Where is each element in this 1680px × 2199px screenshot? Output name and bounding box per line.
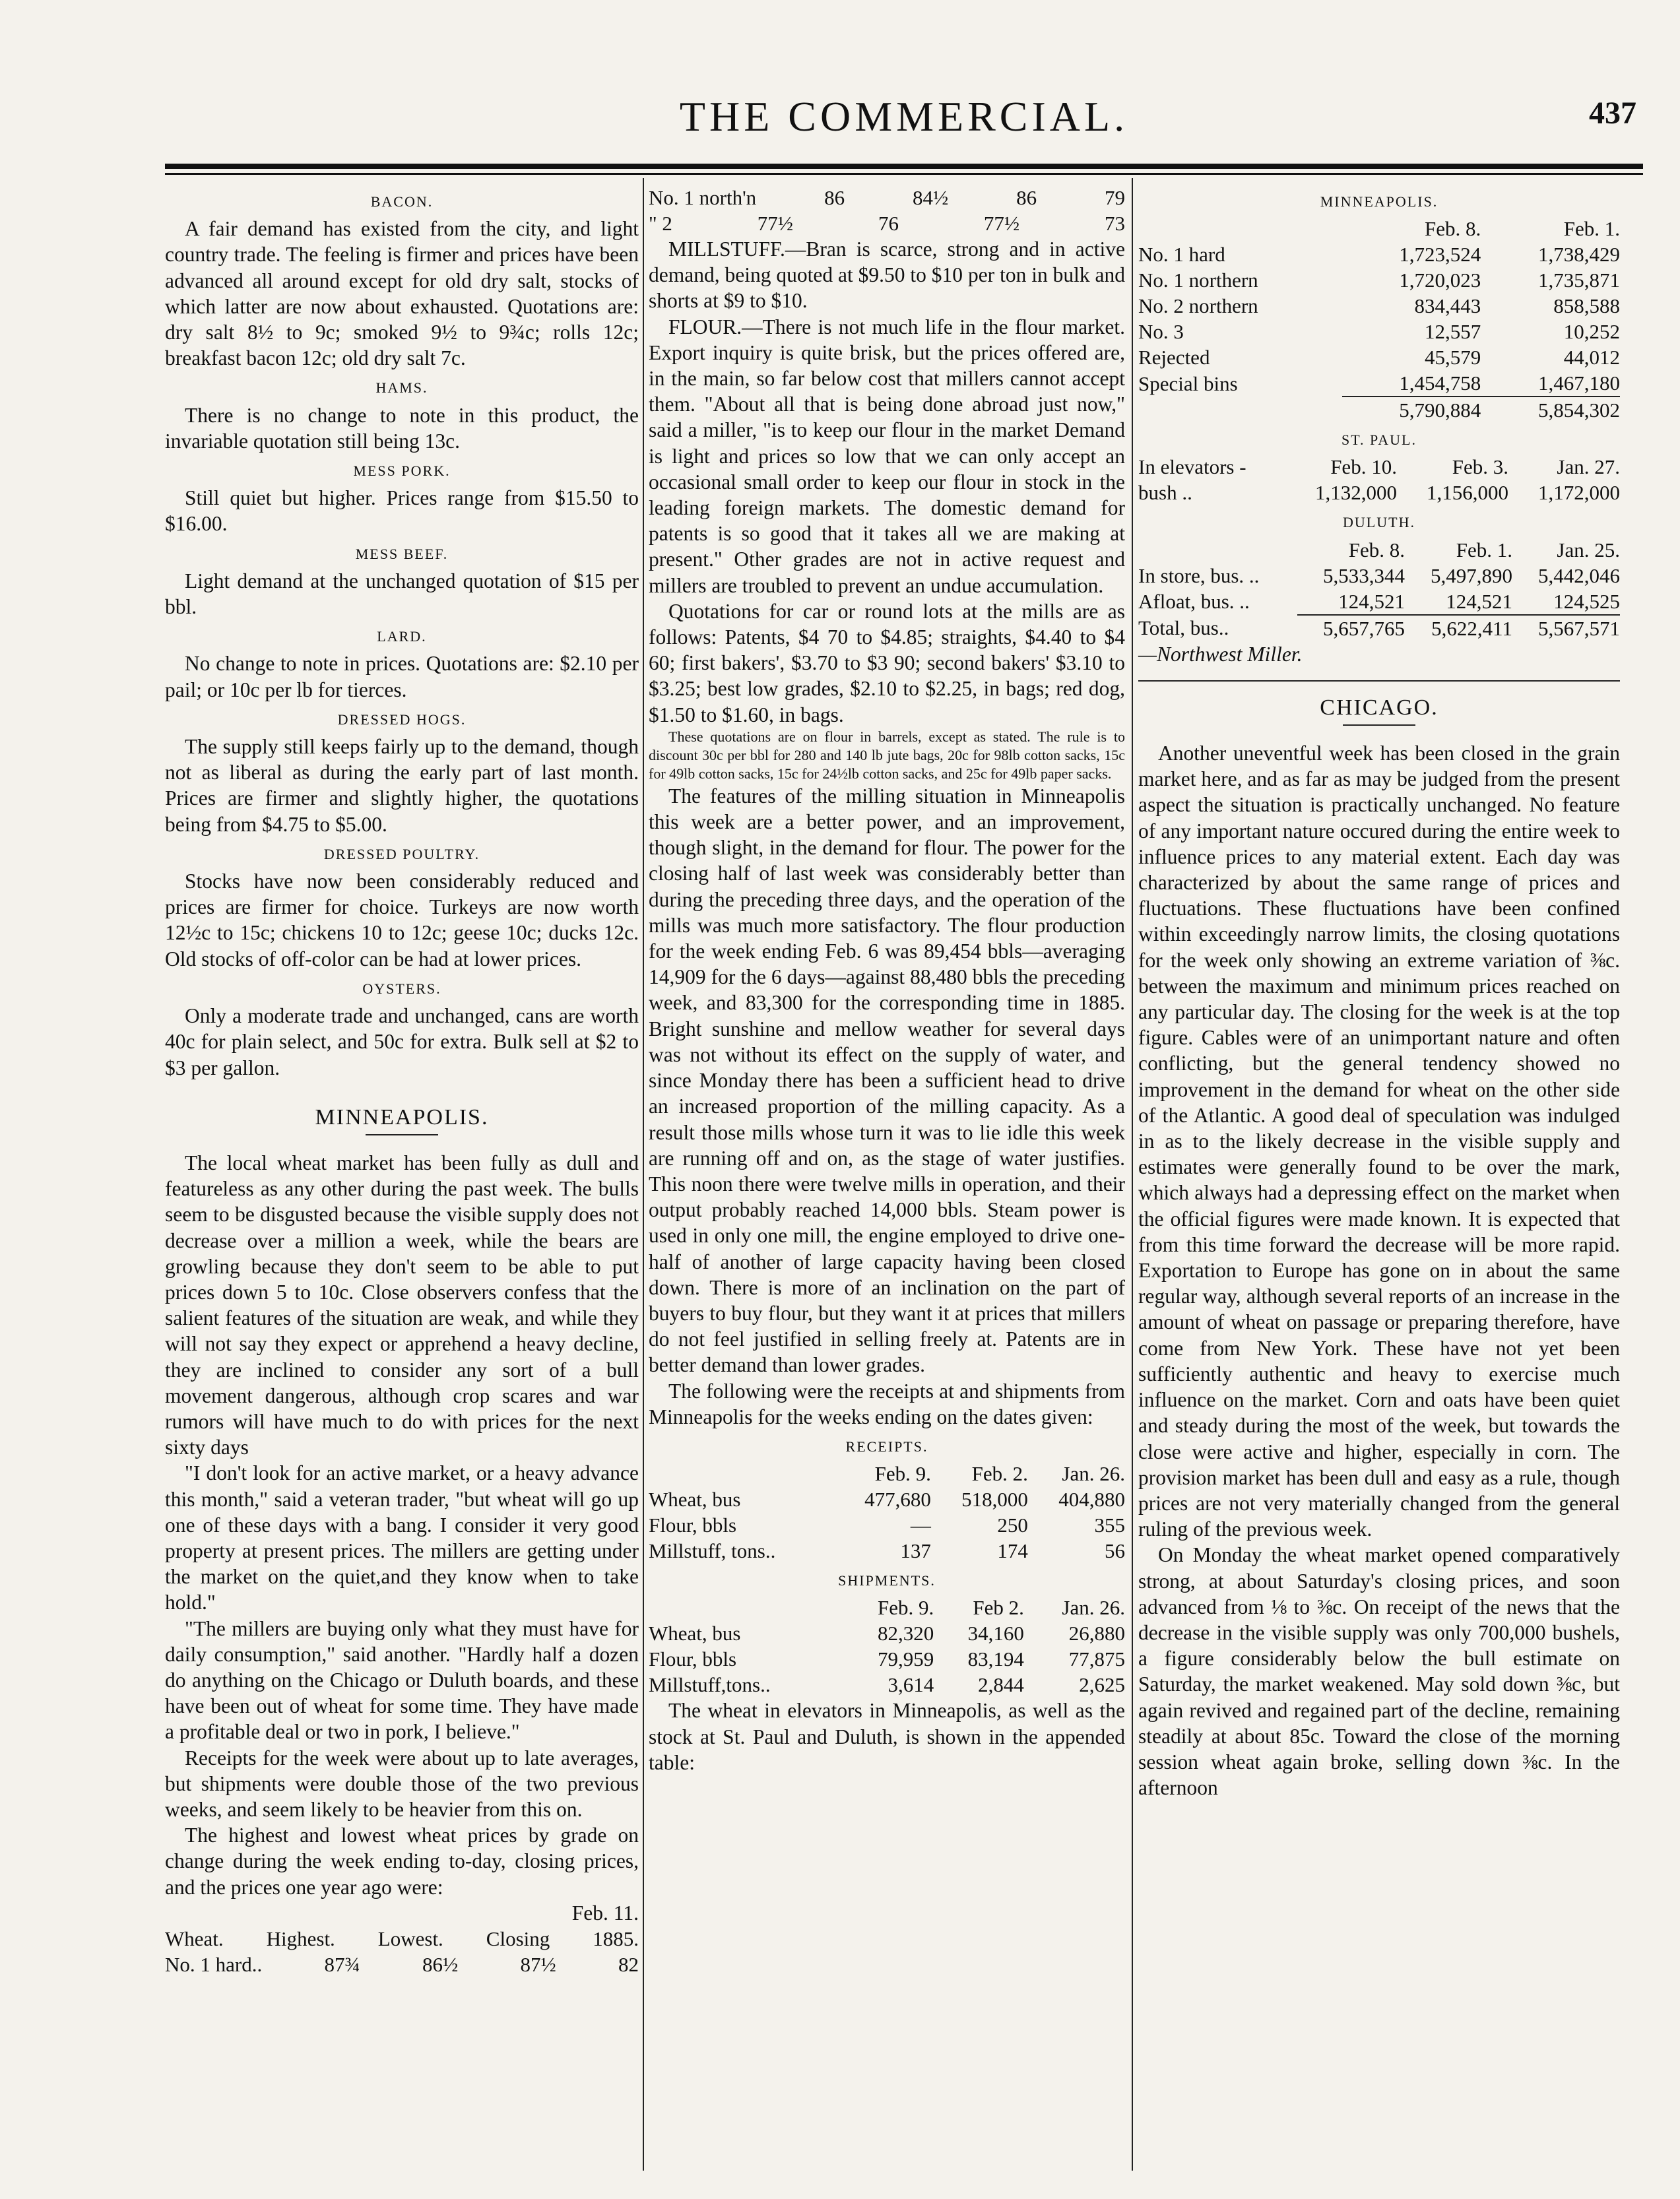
table-title: ST. PAUL. [1341, 431, 1417, 449]
table-row [649, 1620, 1125, 1646]
table-cell: 1,172,000 [1538, 481, 1620, 505]
table-cell: 858,588 [1553, 294, 1620, 318]
table-header-cell: Feb. 8. [1425, 217, 1481, 241]
table-cell: 76 [878, 212, 899, 235]
column-3 [1138, 185, 1620, 1801]
table-cell: 86 [824, 186, 845, 209]
duluth-table [1138, 537, 1620, 641]
table-row [649, 210, 1125, 236]
section-heading: MESS PORK. [353, 462, 451, 480]
table-cell: 5,854,302 [1538, 398, 1620, 422]
table-cell: 1,467,180 [1481, 370, 1620, 397]
table-cell: 77½ [983, 212, 1020, 235]
article-paragraph: The wheat in elevators in Minneapolis, as well as the stock at St. Paul and Duluth, is shown in the appended table: [649, 1699, 1125, 1774]
table-header-cell: Feb. 8. [1348, 538, 1405, 561]
article-paragraph: The features of the milling situation in Minneapolis this week are a better power, and an improvement, though slight, in the demand for flour. The power for the closing half of last week was considerably better than during the preceding three days, and the operation of the mills was much more satisfactory. The flour production for the week ending Feb. 6 was 89,454 bbls—averaging 14,909 for the 6 days—against 88,480 bbls the preceding week, and 83,300 for the corresponding time in 1885. Bright sunshine and mellow weather for several days was not without its effect on the supply of water, and since Monday there has been a sufficient head to drive an increased proportion of the milling capacity. As a result those mills whose turn it was to lie idle this week are running off and on, as the stage of water justifies. This noon there were twelve mills in operation, and their output probably reached 14,000 bbls. Steam power is used in only one mill, the engine employed to drive one-half of another of large capacity having been closed down. There is more of an inclination on the part of buyers to buy flour, but they want it at prices that millers do not feel justified in selling freely at. Patents are in better demand than lower grades. [649, 784, 1125, 1377]
table-cell: 1,454,758 [1342, 370, 1481, 397]
table-header-cell: Jan. 27. [1557, 455, 1620, 479]
table-cell: 834,443 [1414, 294, 1481, 318]
table-cell: No. 2 northern [1138, 294, 1258, 318]
section-rule [366, 1134, 438, 1135]
table-header-cell: Feb. 1. [1456, 538, 1512, 561]
table-header-row [1138, 454, 1620, 480]
header-rule [165, 164, 1643, 169]
publication-title: THE COMMERCIAL. [679, 93, 1129, 140]
table-row [649, 1538, 1125, 1564]
table-row [1138, 589, 1620, 615]
table-cell: 56 [1105, 1539, 1125, 1563]
table-header-cell: 1885. [593, 1927, 639, 1950]
column-2 [649, 185, 1125, 1775]
article-paragraph: The highest and lowest wheat prices by grade on change during the week ending to-day, closing prices, and the prices one year ago were: [165, 1824, 639, 1899]
table-cell: 124,521 [1405, 589, 1512, 615]
table-row [1138, 370, 1620, 397]
table-cell: 5,567,571 [1538, 616, 1620, 640]
table-cell: 84½ [912, 186, 949, 209]
table-cell: 5,497,890 [1430, 563, 1512, 587]
table-row [1138, 293, 1620, 319]
table-cell: No. 1 hard.. [165, 1953, 263, 1976]
article-paragraph: The supply still keeps fairly up to the demand, though not as liberal as during the early part of last month. Prices are firmer and slightly higher, the quotations being from $4.75 to $5.00. [165, 735, 639, 836]
table-cell: Millstuff, tons.. [649, 1539, 776, 1563]
article-paragraph: No change to note in prices. Quotations are: $2.10 per pail; or 10c per lb for tierces. [165, 652, 639, 701]
section-heading: HAMS. [375, 379, 428, 397]
article-paragraph: There is no change to note in this product, the invariable quotation still being 13c. [165, 403, 639, 453]
table-row [649, 1512, 1125, 1538]
table-cell: 2,844 [978, 1673, 1024, 1697]
table-cell: 124,525 [1512, 589, 1620, 615]
table-cell: bush .. [1138, 481, 1192, 505]
section-heading: OYSTERS. [362, 980, 441, 997]
table-header-cell: Feb. 10. [1330, 455, 1397, 479]
table-cell: 250 [997, 1514, 1028, 1537]
table-cell: Afloat, bus. .. [1138, 590, 1250, 614]
table-cell: " 2 [649, 212, 672, 235]
table-cell: 26,880 [1068, 1622, 1125, 1645]
price-table-header [165, 1926, 639, 1952]
footnote: These quotations are on flour in barrels, except as stated. The rule is to discount 30c per bbl for 280 and 140 lb jute bags, 20c for 98lb cotton sacks, 15c for 49lb cotton sacks, 15c for 24½lb cotton sacks, and 25c for 49lb paper sacks. [649, 728, 1125, 782]
table-cell: 5,622,411 [1431, 616, 1512, 640]
table-cell: 87½ [520, 1953, 556, 1976]
table-header-cell: Feb 2. [973, 1596, 1024, 1620]
table-header-cell: Lowest. [377, 1927, 443, 1950]
table-header-cell: Jan. 25. [1557, 538, 1620, 561]
article-paragraph: Quotations for car or round lots at the mills are as follows: Patents, $4 70 to $4.85; straights, $4.40 to $4 60; first bakers', $3.70 to $3 90; second bakers' $3.10 to $3.25; best low grades, $2.10 to $2.25, in bags; red dog, $1.50 to $1.60, in bags. [649, 599, 1125, 726]
column-divider [643, 178, 644, 2171]
table-header-cell: Feb. 1. [1563, 217, 1620, 241]
table-cell: 5,790,884 [1399, 398, 1481, 422]
receipts-table [649, 1461, 1125, 1564]
price-table-date: Feb. 11. [571, 1901, 639, 1925]
table-title: DULUTH. [1343, 514, 1415, 531]
header-rule-thin [165, 173, 1643, 175]
table-cell: 45,579 [1425, 346, 1481, 369]
table-row [1138, 319, 1620, 344]
table-cell: 44,012 [1563, 346, 1620, 369]
table-row [649, 1486, 1125, 1512]
table-cell: 124,521 [1297, 589, 1405, 615]
table-header-cell: Closing [486, 1927, 550, 1950]
page-number: 437 [1589, 96, 1636, 131]
section-heading: BACON. [370, 193, 434, 210]
page-header [165, 92, 1643, 172]
section-heading: MESS BEEF. [355, 545, 449, 562]
section-title: CHICAGO. [1320, 695, 1438, 720]
table-cell: In store, bus. .. [1138, 563, 1260, 587]
table-header-cell: Feb. 9. [874, 1462, 931, 1486]
article-paragraph: A fair demand has existed from the city, and light country trade. The feeling is firmer and prices have been advanced all around except for old dry salt, stocks of which latter are now about exhausted. Quotations are: dry salt 8½ to 9c; smoked 9½ to 9¾c; rolls 12c; breakfast bacon 12c; old dry salt 7c. [165, 217, 639, 370]
table-cell: 1,723,524 [1399, 243, 1481, 267]
section-heading: DRESSED POULTRY. [323, 845, 480, 862]
table-cell: Flour, bbls [649, 1647, 737, 1671]
table-title: SHIPMENTS. [838, 1572, 936, 1589]
table-row [165, 1952, 639, 1977]
table-cell: 79 [1104, 186, 1125, 209]
table-header-row [1138, 537, 1620, 563]
table-title: MINNEAPOLIS. [1320, 193, 1438, 210]
table-cell: 518,000 [961, 1488, 1028, 1512]
table-cell: 404,880 [1058, 1488, 1125, 1512]
table-header-row [649, 1461, 1125, 1486]
article-paragraph: "The millers are buying only what they must have for daily consumption," said another. "Hardly half a dozen do anything on the Chicago or Duluth boards, and these have been out of wheat for some time. They have made a profitable deal or two in pork, I believe." [165, 1616, 639, 1744]
table-cell: No. 1 north'n [649, 186, 757, 209]
table-total-row [1138, 397, 1620, 423]
column-1 [165, 185, 639, 1977]
table-cell: No. 1 northern [1138, 269, 1258, 292]
table-row [1138, 344, 1620, 370]
minneapolis-elevator-table [1138, 216, 1620, 423]
section-heading: DRESSED HOGS. [337, 711, 467, 728]
table-cell: 12,557 [1425, 320, 1481, 344]
column-divider [1132, 178, 1133, 2171]
article-paragraph: "I don't look for an active market, or a heavy advance this month," said a veteran trader, "but wheat will go up one of these days with a bang. I consider it very good property at present prices. The millers are getting under the market on the quiet,and they know when to take hold." [165, 1461, 639, 1614]
table-cell: 87¾ [324, 1953, 360, 1976]
table-cell: 82,320 [878, 1622, 934, 1645]
table-cell: No. 1 hard [1138, 243, 1225, 267]
article-paragraph: On Monday the wheat market opened comparatively strong, at about Saturday's closing prices, and soon advanced from ⅛ to ⅜c. On receipt of the news that the decrease in the visible supply was only 700,000 bushels, a figure considerably below the bull estimate on Saturday, the market weakened. May sold down ⅜c, but again revived and regained part of the decline, remaining steadily at about 85c. Toward the close of the morning session wheat again broke, selling down ⅜c. In the afternoon [1138, 1543, 1620, 1800]
table-cell: 477,680 [864, 1488, 931, 1512]
article-paragraph: The following were the receipts at and shipments from Minneapolis for the weeks ending on the dates given: [649, 1379, 1125, 1428]
table-cell: 3,614 [888, 1673, 934, 1697]
article-paragraph: Light demand at the unchanged quotation of $15 per bbl. [165, 569, 639, 619]
table-header-row [649, 1595, 1125, 1620]
section-heading: LARD. [377, 628, 427, 645]
table-total-row [1138, 615, 1620, 641]
table-header-cell: Jan. 26. [1062, 1462, 1125, 1486]
table-header-cell: Wheat. [165, 1927, 224, 1950]
table-row [649, 1672, 1125, 1698]
table-row [1138, 480, 1620, 505]
shipments-table [649, 1595, 1125, 1698]
table-header-cell: Jan. 26. [1062, 1596, 1125, 1620]
st-paul-table [1138, 454, 1620, 505]
article-paragraph: Receipts for the week were about up to late averages, but shipments were double those of the two previous weeks, and seem likely to be heavier from this on. [165, 1746, 639, 1821]
table-row [1138, 563, 1620, 589]
source-credit: —Northwest Miller. [1138, 642, 1303, 666]
table-cell: Wheat, bus [649, 1622, 741, 1645]
table-cell: 2,625 [1079, 1673, 1125, 1697]
table-cell: 77,875 [1068, 1647, 1125, 1671]
article-paragraph: Stocks have now been considerably reduced and prices are firmer for choice. Turkeys are now worth 12½c to 15c; chickens 10 to 12c; geese 10c; ducks 12c. Old stocks of off-color can be had at lower prices. [165, 870, 639, 971]
table-cell: Millstuff,tons.. [649, 1673, 771, 1697]
table-cell: 1,156,000 [1426, 481, 1508, 505]
table-cell: 73 [1104, 212, 1125, 235]
table-row [1138, 241, 1620, 267]
table-cell: 86 [1016, 186, 1037, 209]
table-cell: — [910, 1514, 931, 1537]
table-row [649, 185, 1125, 210]
table-cell: 77½ [757, 212, 794, 235]
table-cell: No. 3 [1138, 320, 1184, 344]
table-cell: Special bins [1138, 371, 1238, 395]
table-cell: 1,720,023 [1399, 269, 1481, 292]
table-cell: Wheat, bus [649, 1488, 741, 1512]
table-header-row [1138, 216, 1620, 241]
table-cell: 10,252 [1563, 320, 1620, 344]
table-cell: 79,959 [878, 1647, 934, 1671]
article-paragraph: FLOUR.—There is not much life in the flour market. Export inquiry is quite brisk, but the prices offered are, in the main, so far below cost that millers cannot accept them. "About all that is being done abroad just now," said a miller, "is to keep our flour in the market Demand is light and prices so low that we can only accept an occasional small order to keep our flour in stock in the leading foreign markets. The domestic demand for patents is so good that it takes all we are making at present." Other grades are not in active request and millers are troubled to prevent an undue accumulation. [649, 315, 1125, 597]
table-cell: 1,132,000 [1314, 481, 1397, 505]
table-cell: 1,738,429 [1538, 243, 1620, 267]
table-row [1138, 267, 1620, 293]
table-cell: 174 [997, 1539, 1028, 1563]
table-cell: 5,442,046 [1538, 563, 1620, 587]
article-paragraph: Another uneventful week has been closed in the grain market here, and as far as may be judged from the present aspect the situation is practically unchanged. No feature of any important nature occured during the entire week to influence prices to any material extent. Each day was characterized by about the same range of prices and fluctuations. These fluctuations have been confined within exceedingly narrow limits, the closing quotations for the week only showing an extreme variation of ⅜c. between the maximum and minimum prices reached on any particular day. The closing for the week is at the top figure. Cables were of an unimportant nature and often conflicting, but the general tendency showed no improvement in the demand for wheat on the other side of the Atlantic. A good deal of speculation was indulged in as to the likely decrease in the visible supply and estimates were generally found to be over the mark, which always had a depressing effect on the market when the official figures were made known. It is expected that from this time forward the decrease will be more rapid. Exportation to Europe has gone on in about the same regular way, although several reports of an increase in the amount of wheat on passage or preparing therefore, have come from New York. These have not yet been sufficiently authentic and heavy to exercise much influence on the market. Corn and oats have been quiet and steady during the most of the week, but towards the close were active and higher, especially in corn. The provision market has been dull and easy as a rule, though prices are not very materially changed from the general ruling of the previous week. [1138, 742, 1620, 1541]
article-paragraph: The local wheat market has been fully as dull and featureless as any other during the past week. The bulls seem to be disgusted because the visible supply does not decrease over a million a week, while the bears are growling because they don't seem to be able to put prices down 5 to 10c. Close observers confess that the salient features of the situation are weak, and while they will not say they expect or apprehend a heavy decline, they are inclined to consider any sort of a bull movement dangerous, although crop scares and war rumors will have much to do with prices for the next sixty days [165, 1151, 639, 1459]
table-cell: 5,657,765 [1323, 616, 1405, 640]
article-paragraph: Still quiet but higher. Prices range from $15.50 to $16.00. [165, 486, 639, 536]
section-rule [1343, 724, 1415, 726]
table-header-cell: Highest. [266, 1927, 335, 1950]
table-header-cell: Feb. 2. [971, 1462, 1028, 1486]
table-title: RECEIPTS. [845, 1438, 928, 1455]
section-title: MINNEAPOLIS. [315, 1104, 489, 1130]
article-paragraph: Only a moderate trade and unchanged, cans are worth 40c for plain select, and 50c for extra. Bulk sell at $2 to $3 per gallon. [165, 1004, 639, 1079]
table-cell: 5,533,344 [1323, 563, 1405, 587]
table-cell: Total, bus.. [1138, 616, 1229, 640]
article-paragraph: MILLSTUFF.—Bran is scarce, strong and in active demand, being quoted at $9.50 to $10 per ton in bulk and shorts at $9 to $10. [649, 238, 1125, 313]
table-cell: In elevators - [1138, 455, 1246, 479]
table-cell: 137 [900, 1539, 931, 1563]
table-header-cell: Feb. 3. [1452, 455, 1508, 479]
table-cell: 83,194 [967, 1647, 1024, 1671]
section-rule [1138, 680, 1620, 682]
table-cell: Flour, bbls [649, 1514, 737, 1537]
table-cell: 355 [1094, 1514, 1125, 1537]
table-row [649, 1646, 1125, 1672]
table-cell: 34,160 [967, 1622, 1024, 1645]
table-cell: Rejected [1138, 346, 1210, 369]
table-header-cell: Feb. 9. [878, 1596, 934, 1620]
table-cell: 86½ [422, 1953, 459, 1976]
table-cell: 82 [618, 1953, 639, 1976]
table-cell: 1,735,871 [1538, 269, 1620, 292]
